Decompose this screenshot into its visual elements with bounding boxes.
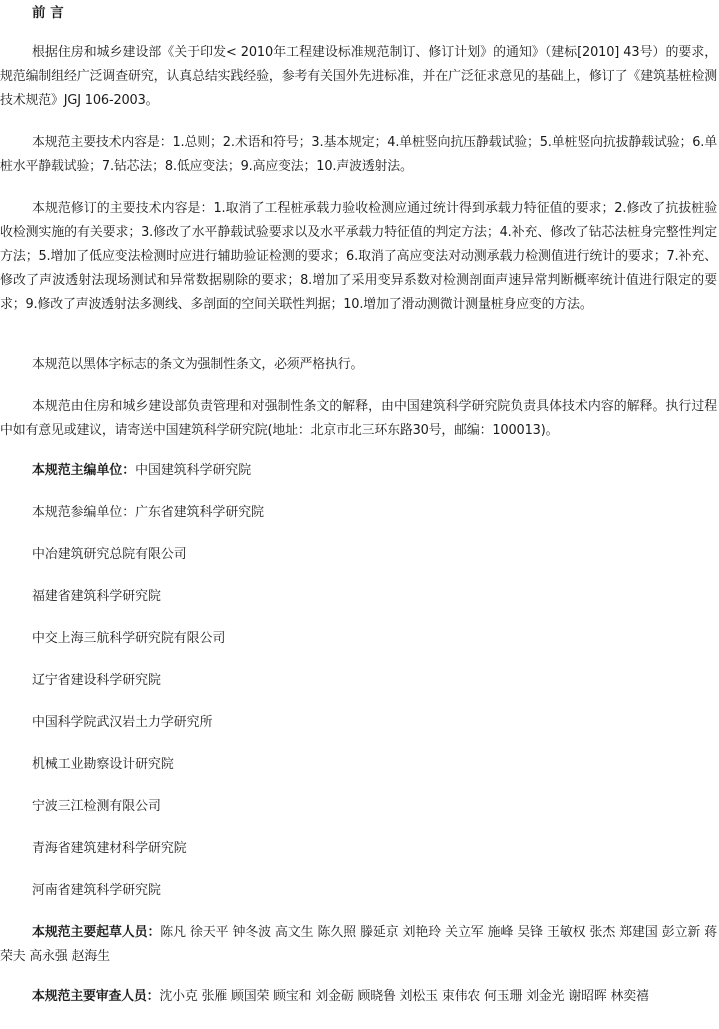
participating-unit: 机械工业勘察设计研究院 (32, 757, 174, 772)
drafters-names: 陈凡 徐天平 钟冬波 高文生 陈久照 滕延京 刘艳玲 关立军 施峰 吴锋 王敏权 张杰 郑建国 彭立新 蒋荣夫 高永强 赵海生 (0, 925, 718, 964)
participating-unit: 福建省建筑科学研究院 (32, 589, 161, 604)
chief-unit-label: 本规范主编单位： (32, 463, 136, 478)
participating-unit: 中国科学院武汉岩土力学研究所 (32, 715, 213, 730)
chief-unit-line (32, 459, 251, 483)
paragraph-basis: 根据住房和城乡建设部《关于印发< 2010年工程建设标准规范制订、修订计划》的通知》（建标[2010] 43号）的要求，规范编制组经广泛调查研究，认真总结实践经验，参考有关国外先进标准，并在广泛征求意见的基础上，修订了《建筑基桩检测技术规范》JGJ 106-2003。 (0, 45, 717, 108)
participating-units-label: 本规范参编单位： (32, 505, 136, 520)
participating-unit-first: 广东省建筑科学研究院 (135, 505, 265, 520)
reviewers-names: 沈小克 张雁 顾国荣 顾宝和 刘金砺 顾晓鲁 刘松玉 束伟农 何玉珊 刘金光 谢昭晖 林奕禧 (159, 989, 649, 1004)
reviewers-paragraph (0, 985, 717, 1009)
paragraph-mandatory-clauses: 本规范以黑体字标志的条文为强制性条文，必须严格执行。 (32, 357, 364, 372)
drafters-label: 本规范主要起草人员： (32, 925, 161, 940)
participating-unit: 河南省建筑科学研究院 (32, 883, 161, 898)
paragraph-revision-content: 本规范修订的主要技术内容是：1.取消了工程桩承载力验收检测应通过统计得到承载力特征值的要求；2.修改了抗拔桩验收检测实施的有关要求；3.修改了水平静载试验要求以及水平承载力特征值的判定方法；4.补充、修改了钻芯法桩身完整性判定方法；5.增加了低应变法检测时应进行辅助验证检测的要求；6.取消了高应变法对动测承载力检测值进行统计的要求；7.补充、修改了声波透射法现场测试和异常数据剔除的要求；8.增加了采用变异系数对检测剖面声速异常判断概率统计值进行限定的要求；9.修改了声波透射法多测线、多剖面的空间关联性判据；10.增加了滑动测微计测量桩身应变的方法。 (0, 201, 717, 312)
participating-unit: 青海省建筑建材科学研究院 (32, 841, 187, 856)
participating-unit: 中交上海三航科学研究院有限公司 (32, 631, 226, 646)
drafters-paragraph (0, 921, 717, 969)
reviewers-label: 本规范主要审查人员： (32, 989, 160, 1004)
participating-unit: 中冶建筑研究总院有限公司 (32, 547, 187, 562)
participating-unit: 宁波三江检测有限公司 (32, 799, 161, 814)
chief-unit-value: 中国建筑科学研究院 (135, 463, 252, 478)
participating-unit: 辽宁省建设科学研究院 (32, 673, 161, 688)
paragraph-management: 本规范由住房和城乡建设部负责管理和对强制性条文的解释，由中国建筑科学研究院负责具体技术内容的解释。执行过程中如有意见或建议，请寄送中国建筑科学研究院(地址：北京市北三环东路30号，邮编：100013)。 (0, 399, 717, 438)
page-title: 前 言 (32, 5, 64, 21)
paragraph-technical-content: 本规范主要技术内容是：1.总则；2.术语和符号；3.基本规定；4.单桩竖向抗压静载试验；5.单桩竖向抗拔静载试验；6.单桩水平静载试验；7.钻芯法；8.低应变法；9.高应变法；10.声波透射法。 (0, 135, 717, 174)
participating-units-line (32, 501, 264, 525)
